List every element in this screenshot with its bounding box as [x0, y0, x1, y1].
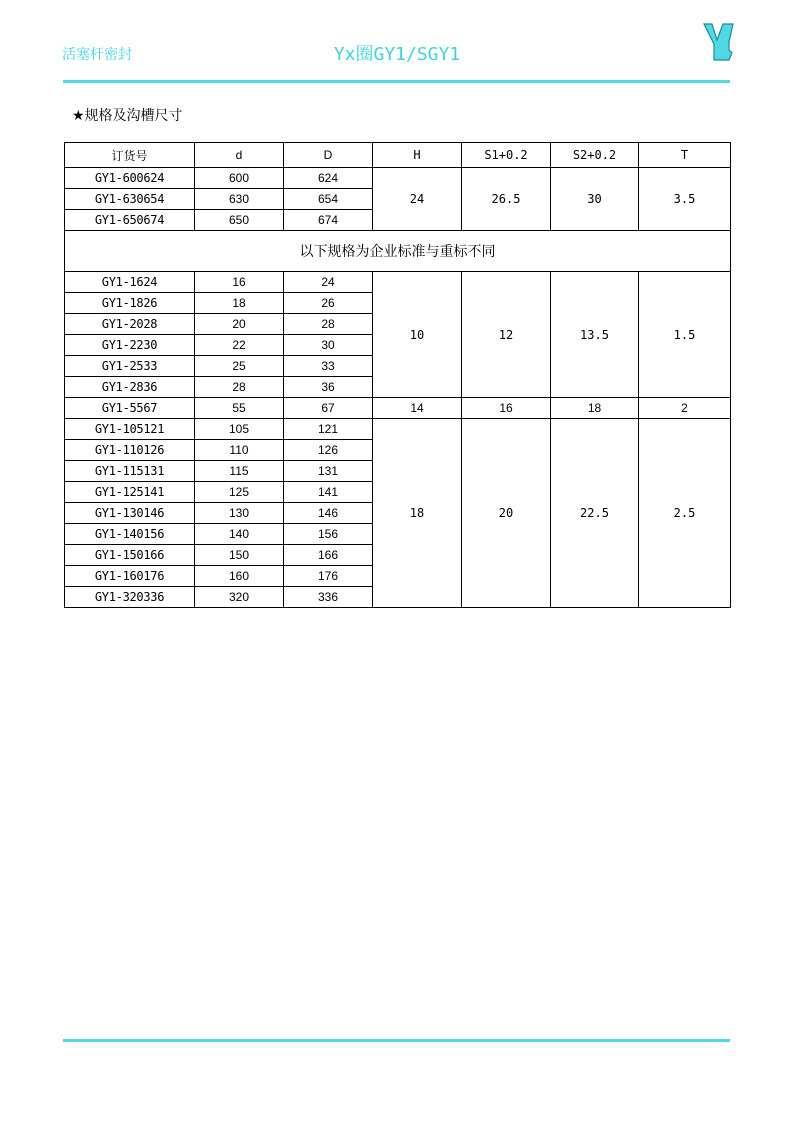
t-value: 2.5 — [639, 419, 731, 608]
table-row — [65, 419, 731, 440]
outer-diameter: 121 — [284, 419, 373, 440]
order-code: GY1-2533 — [65, 356, 195, 377]
outer-diameter: 166 — [284, 545, 373, 566]
outer-diameter: 28 — [284, 314, 373, 335]
s1-value: 16 — [462, 398, 551, 419]
inner-diameter: 110 — [195, 440, 284, 461]
order-code: GY1-110126 — [65, 440, 195, 461]
order-code: GY1-1624 — [65, 272, 195, 293]
height-value: 18 — [373, 419, 462, 608]
outer-diameter: 624 — [284, 168, 373, 189]
s1-value: 20 — [462, 419, 551, 608]
order-code: GY1-2028 — [65, 314, 195, 335]
table-header-row — [65, 143, 731, 168]
inner-diameter: 650 — [195, 210, 284, 231]
height-value: 14 — [373, 398, 462, 419]
t-value: 1.5 — [639, 272, 731, 398]
height-value: 10 — [373, 272, 462, 398]
inner-diameter: 125 — [195, 482, 284, 503]
s2-value: 18 — [551, 398, 639, 419]
header-category: 活塞杆密封 — [62, 47, 132, 63]
standard-note: 以下规格为企业标准与重标不同 — [65, 231, 731, 272]
inner-diameter: 22 — [195, 335, 284, 356]
order-code: GY1-115131 — [65, 461, 195, 482]
order-code: GY1-650674 — [65, 210, 195, 231]
outer-diameter: 336 — [284, 587, 373, 608]
outer-diameter: 24 — [284, 272, 373, 293]
outer-diameter: 674 — [284, 210, 373, 231]
table-row — [65, 168, 731, 189]
s1-value: 26.5 — [462, 168, 551, 231]
outer-diameter: 156 — [284, 524, 373, 545]
order-code: GY1-150166 — [65, 545, 195, 566]
y-ring-seal-profile-icon — [700, 20, 736, 66]
inner-diameter: 320 — [195, 587, 284, 608]
inner-diameter: 630 — [195, 189, 284, 210]
inner-diameter: 55 — [195, 398, 284, 419]
outer-diameter: 176 — [284, 566, 373, 587]
order-code: GY1-2836 — [65, 377, 195, 398]
inner-diameter: 600 — [195, 168, 284, 189]
order-code: GY1-105121 — [65, 419, 195, 440]
order-code: GY1-600624 — [65, 168, 195, 189]
footer-divider — [63, 1039, 730, 1042]
table-row — [65, 398, 731, 419]
outer-diameter: 67 — [284, 398, 373, 419]
outer-diameter: 26 — [284, 293, 373, 314]
order-code: GY1-130146 — [65, 503, 195, 524]
order-code: GY1-2230 — [65, 335, 195, 356]
s2-value: 13.5 — [551, 272, 639, 398]
order-code: GY1-125141 — [65, 482, 195, 503]
inner-diameter: 16 — [195, 272, 284, 293]
inner-diameter: 150 — [195, 545, 284, 566]
inner-diameter: 28 — [195, 377, 284, 398]
outer-diameter: 146 — [284, 503, 373, 524]
outer-diameter: 33 — [284, 356, 373, 377]
outer-diameter: 30 — [284, 335, 373, 356]
page-title: Yx圈GY1/SGY1 — [333, 44, 461, 65]
column-header: H — [373, 143, 462, 168]
s2-value: 22.5 — [551, 419, 639, 608]
outer-diameter: 654 — [284, 189, 373, 210]
s1-value: 12 — [462, 272, 551, 398]
order-code: GY1-160176 — [65, 566, 195, 587]
header-divider — [63, 80, 730, 83]
column-header: 订货号 — [65, 143, 195, 168]
inner-diameter: 25 — [195, 356, 284, 377]
column-header: d — [195, 143, 284, 168]
table-row — [65, 272, 731, 293]
column-header: D — [284, 143, 373, 168]
column-header: S2+0.2 — [551, 143, 639, 168]
order-code: GY1-140156 — [65, 524, 195, 545]
order-code: GY1-1826 — [65, 293, 195, 314]
section-title: ★规格及沟槽尺寸 — [72, 108, 183, 124]
s2-value: 30 — [551, 168, 639, 231]
outer-diameter: 126 — [284, 440, 373, 461]
table-note-row — [65, 231, 731, 272]
inner-diameter: 18 — [195, 293, 284, 314]
outer-diameter: 141 — [284, 482, 373, 503]
inner-diameter: 130 — [195, 503, 284, 524]
order-code: GY1-630654 — [65, 189, 195, 210]
order-code: GY1-320336 — [65, 587, 195, 608]
inner-diameter: 20 — [195, 314, 284, 335]
inner-diameter: 140 — [195, 524, 284, 545]
t-value: 2 — [639, 398, 731, 419]
column-header: T — [639, 143, 731, 168]
outer-diameter: 36 — [284, 377, 373, 398]
column-header: S1+0.2 — [462, 143, 551, 168]
t-value: 3.5 — [639, 168, 731, 231]
order-code: GY1-5567 — [65, 398, 195, 419]
inner-diameter: 105 — [195, 419, 284, 440]
height-value: 24 — [373, 168, 462, 231]
spec-table — [64, 142, 731, 608]
inner-diameter: 115 — [195, 461, 284, 482]
inner-diameter: 160 — [195, 566, 284, 587]
outer-diameter: 131 — [284, 461, 373, 482]
